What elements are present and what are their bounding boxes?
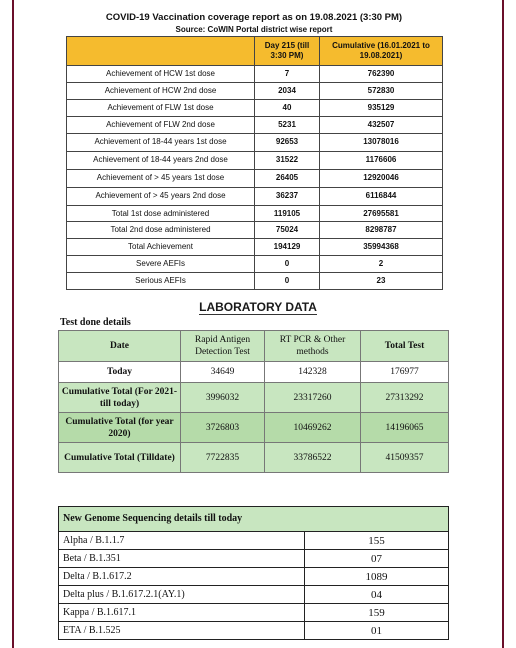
row-label: Achievement of > 45 years 2nd dose — [67, 187, 255, 205]
vaccination-table — [66, 36, 443, 290]
genome-title: New Genome Sequencing details till today — [59, 507, 449, 532]
row-variant: Delta plus / B.1.617.2.1(AY.1) — [59, 586, 305, 604]
row-rapid: 3726803 — [181, 413, 265, 443]
row-label: Today — [59, 362, 181, 383]
row-total: 14196065 — [361, 413, 449, 443]
row-cumulative: 27695581 — [320, 205, 443, 222]
row-cumulative: 762390 — [320, 66, 443, 83]
row-label: Serious AEFIs — [67, 273, 255, 290]
laboratory-table — [58, 330, 449, 473]
row-day: 119105 — [255, 205, 320, 222]
row-label: Total 1st dose administered — [67, 205, 255, 222]
row-rtpcr: 142328 — [265, 362, 361, 383]
table-row — [67, 187, 443, 205]
table-row — [59, 568, 449, 586]
table-row — [67, 151, 443, 169]
table-row — [67, 116, 443, 133]
laboratory-caption: Test done details — [60, 317, 131, 328]
table-row — [67, 239, 443, 256]
row-rapid: 34649 — [181, 362, 265, 383]
row-cumulative: 935129 — [320, 99, 443, 116]
row-count: 07 — [305, 550, 449, 568]
vaccination-title-block — [66, 12, 442, 36]
row-label: Achievement of HCW 1st dose — [67, 66, 255, 83]
row-cumulative: 2 — [320, 256, 443, 273]
row-cumulative: 23 — [320, 273, 443, 290]
table-row — [59, 443, 449, 473]
vaccination-subtitle: Source: CoWIN Portal district wise report — [175, 25, 333, 34]
row-total: 27313292 — [361, 383, 449, 413]
row-count: 1089 — [305, 568, 449, 586]
row-variant: Alpha / B.1.1.7 — [59, 532, 305, 550]
row-cumulative: 12920046 — [320, 169, 443, 187]
laboratory-title-text: LABORATORY DATA — [199, 300, 317, 314]
row-day: 31522 — [255, 151, 320, 169]
table-row — [59, 604, 449, 622]
genome-table — [58, 506, 449, 640]
row-label: Achievement of 18-44 years 1st dose — [67, 133, 255, 151]
page-border-left — [12, 0, 14, 648]
table-row — [59, 622, 449, 640]
row-day: 26405 — [255, 169, 320, 187]
row-variant: Delta / B.1.617.2 — [59, 568, 305, 586]
table-row — [67, 133, 443, 151]
row-label: Achievement of 18-44 years 2nd dose — [67, 151, 255, 169]
table-row — [67, 256, 443, 273]
row-variant: Kappa / B.1.617.1 — [59, 604, 305, 622]
row-rtpcr: 10469262 — [265, 413, 361, 443]
row-day: 7 — [255, 66, 320, 83]
row-label: Cumulative Total (For 2021- till today) — [59, 383, 181, 413]
table-row — [59, 362, 449, 383]
laboratory-header-row — [59, 331, 449, 362]
row-label: Cumulative Total (for year 2020) — [59, 413, 181, 443]
row-label: Achievement of FLW 2nd dose — [67, 116, 255, 133]
laboratory-header-total: Total Test — [361, 331, 449, 362]
table-row — [67, 205, 443, 222]
row-cumulative: 6116844 — [320, 187, 443, 205]
row-cumulative: 1176606 — [320, 151, 443, 169]
row-count: 159 — [305, 604, 449, 622]
row-label: Total 2nd dose administered — [67, 222, 255, 239]
table-row — [67, 99, 443, 116]
genome-header-row — [59, 507, 449, 532]
row-day: 40 — [255, 99, 320, 116]
row-cumulative: 572830 — [320, 82, 443, 99]
row-label: Achievement of > 45 years 1st dose — [67, 169, 255, 187]
laboratory-title — [0, 300, 516, 314]
vaccination-header-row — [67, 37, 443, 66]
table-row — [59, 586, 449, 604]
row-day: 36237 — [255, 187, 320, 205]
row-total: 41509357 — [361, 443, 449, 473]
vaccination-header-cumulative: Cumulative (16.01.2021 to 19.08.2021) — [320, 37, 443, 66]
row-label: Total Achievement — [67, 239, 255, 256]
vaccination-header-day: Day 215 (till 3:30 PM) — [255, 37, 320, 66]
row-total: 176977 — [361, 362, 449, 383]
row-day: 75024 — [255, 222, 320, 239]
table-row — [67, 273, 443, 290]
page-border-right — [502, 0, 504, 648]
laboratory-header-rapid: Rapid Antigen Detection Test — [181, 331, 265, 362]
table-row — [59, 550, 449, 568]
row-day: 0 — [255, 256, 320, 273]
row-label: Cumulative Total (Tilldate) — [59, 443, 181, 473]
laboratory-header-date: Date — [59, 331, 181, 362]
row-day: 0 — [255, 273, 320, 290]
row-day: 2034 — [255, 82, 320, 99]
table-row — [67, 222, 443, 239]
row-day: 92653 — [255, 133, 320, 151]
table-row — [59, 532, 449, 550]
row-cumulative: 35994368 — [320, 239, 443, 256]
vaccination-header-blank — [67, 37, 255, 66]
table-row — [67, 66, 443, 83]
row-cumulative: 13078016 — [320, 133, 443, 151]
row-day: 194129 — [255, 239, 320, 256]
row-variant: Beta / B.1.351 — [59, 550, 305, 568]
row-rapid: 7722835 — [181, 443, 265, 473]
row-label: Severe AEFIs — [67, 256, 255, 273]
table-row — [67, 169, 443, 187]
row-count: 01 — [305, 622, 449, 640]
row-count: 04 — [305, 586, 449, 604]
row-rtpcr: 33786522 — [265, 443, 361, 473]
laboratory-header-rtpcr: RT PCR & Other methods — [265, 331, 361, 362]
table-row — [59, 383, 449, 413]
row-count: 155 — [305, 532, 449, 550]
table-row — [59, 413, 449, 443]
row-day: 5231 — [255, 116, 320, 133]
row-label: Achievement of HCW 2nd dose — [67, 82, 255, 99]
vaccination-title: COVID-19 Vaccination coverage report as on 19.08.2021 (3:30 PM) — [105, 12, 403, 23]
row-variant: ETA / B.1.525 — [59, 622, 305, 640]
row-rtpcr: 23317260 — [265, 383, 361, 413]
row-cumulative: 8298787 — [320, 222, 443, 239]
row-cumulative: 432507 — [320, 116, 443, 133]
table-row — [67, 82, 443, 99]
row-label: Achievement of FLW 1st dose — [67, 99, 255, 116]
row-rapid: 3996032 — [181, 383, 265, 413]
